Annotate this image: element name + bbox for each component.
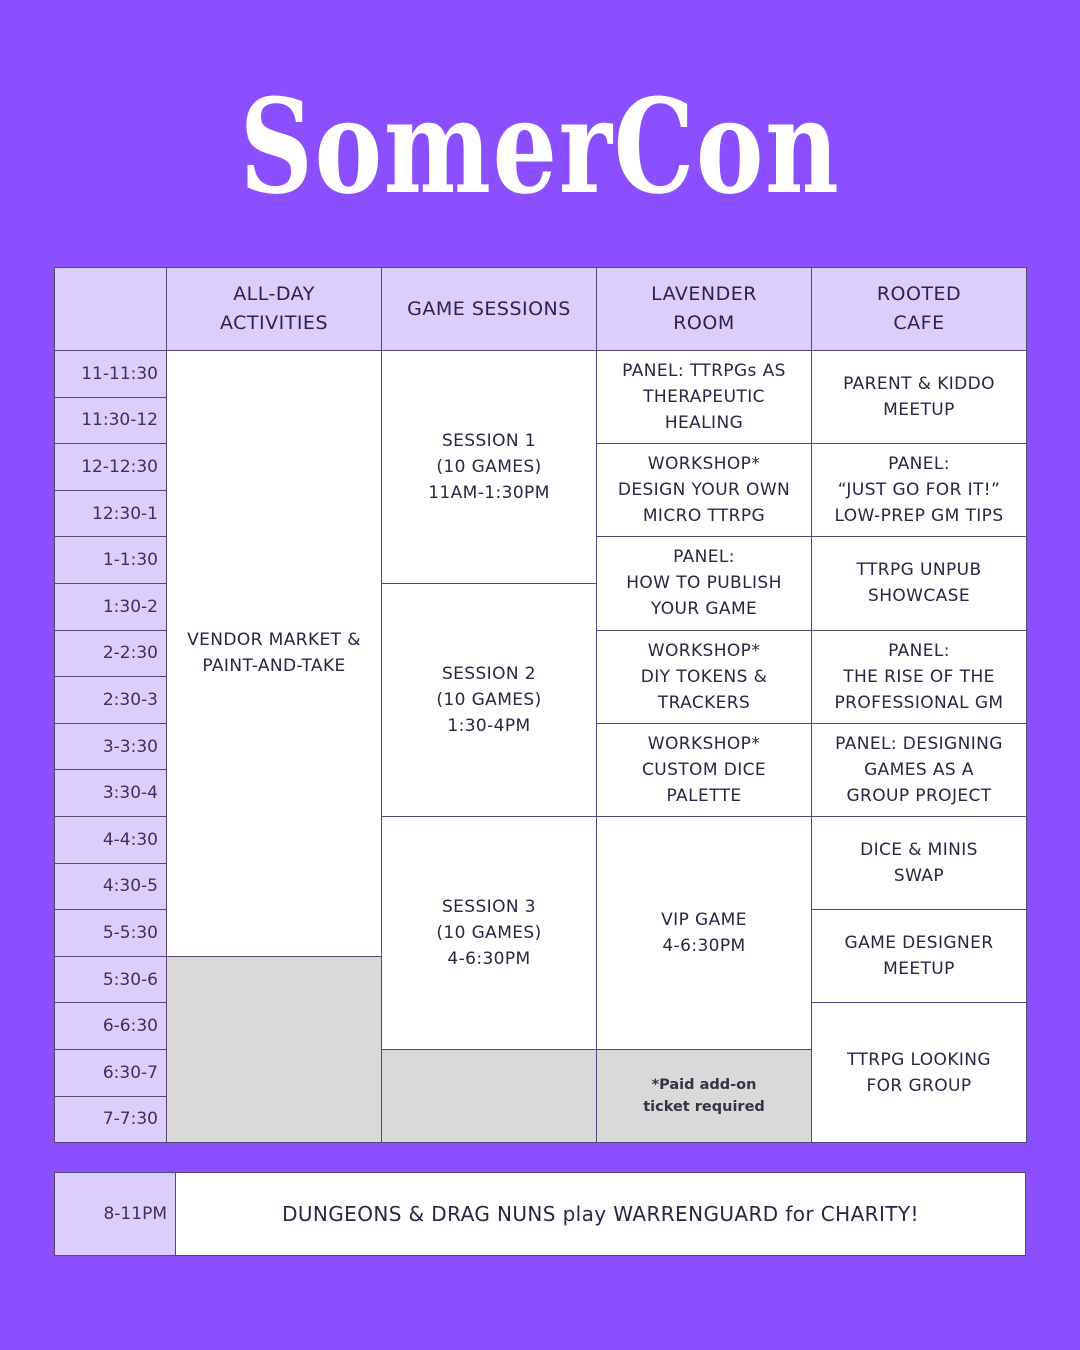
rooted-event: PANEL: DESIGNING GAMES AS A GROUP PROJECT [812,723,1027,816]
time-slot: 7-7:30 [55,1096,167,1143]
lavender-event: WORKSHOP* DIY TOKENS & TRACKERS [597,630,812,723]
evening-row [55,1173,1026,1256]
time-slot: 2-2:30 [55,630,167,677]
session-3-cell: SESSION 3 (10 GAMES) 4-6:30PM [382,816,597,1049]
lavender-event: PANEL: HOW TO PUBLISH YOUR GAME [597,537,812,630]
rooted-event: TTRPG LOOKING FOR GROUP [812,1003,1027,1143]
time-slot: 2:30-3 [55,677,167,724]
session-1-cell: SESSION 1 (10 GAMES) 11AM-1:30PM [382,351,597,584]
time-slot: 12-12:30 [55,444,167,491]
evening-event: DUNGEONS & DRAG NUNS play WARRENGUARD for CHARITY! [176,1173,1026,1256]
time-slot: 1-1:30 [55,537,167,584]
session-2-cell: SESSION 2 (10 GAMES) 1:30-4PM [382,583,597,816]
rooted-event: PANEL: THE RISE OF THE PROFESSIONAL GM [812,630,1027,723]
rooted-event: GAME DESIGNER MEETUP [812,910,1027,1003]
time-slot: 6:30-7 [55,1049,167,1096]
schedule-table [54,267,1027,1143]
time-slot: 6-6:30 [55,1003,167,1050]
time-slot: 5:30-6 [55,956,167,1003]
vip-game-cell: VIP GAME 4-6:30PM [597,816,812,1049]
rooted-event: TTRPG UNPUB SHOWCASE [812,537,1027,630]
evening-time: 8-11PM [55,1173,176,1256]
header-rooted-cafe: ROOTED CAFE [812,268,1027,351]
header-all-day: ALL-DAY ACTIVITIES [167,268,382,351]
header-lavender-room: LAVENDER ROOM [597,268,812,351]
header-time-blank [55,268,167,351]
paid-addon-note: *Paid add-on ticket required [597,1049,812,1142]
rooted-event: DICE & MINIS SWAP [812,816,1027,909]
vendor-market-cell: VENDOR MARKET & PAINT-AND-TAKE [167,351,382,957]
evening-table [54,1172,1026,1256]
time-slot: 11-11:30 [55,351,167,398]
lavender-event: PANEL: TTRPGs AS THERAPEUTIC HEALING [597,351,812,444]
time-slot: 12:30-1 [55,490,167,537]
empty-gray-cell [167,956,382,1142]
rooted-event: PARENT & KIDDO MEETUP [812,351,1027,444]
table-row [55,351,1027,398]
lavender-event: WORKSHOP* CUSTOM DICE PALETTE [597,723,812,816]
header-game-sessions: GAME SESSIONS [382,268,597,351]
time-slot: 1:30-2 [55,583,167,630]
time-slot: 4:30-5 [55,863,167,910]
rooted-event: PANEL: “JUST GO FOR IT!” LOW-PREP GM TIPS [812,444,1027,537]
time-slot: 4-4:30 [55,816,167,863]
time-slot: 5-5:30 [55,910,167,957]
header-row [55,268,1027,351]
empty-gray-cell [382,1049,597,1142]
lavender-event: WORKSHOP* DESIGN YOUR OWN MICRO TTRPG [597,444,812,537]
time-slot: 11:30-12 [55,397,167,444]
time-slot: 3-3:30 [55,723,167,770]
somercon-logo [0,62,1080,232]
time-slot: 3:30-4 [55,770,167,817]
logo-text: SomerCon [239,70,841,223]
